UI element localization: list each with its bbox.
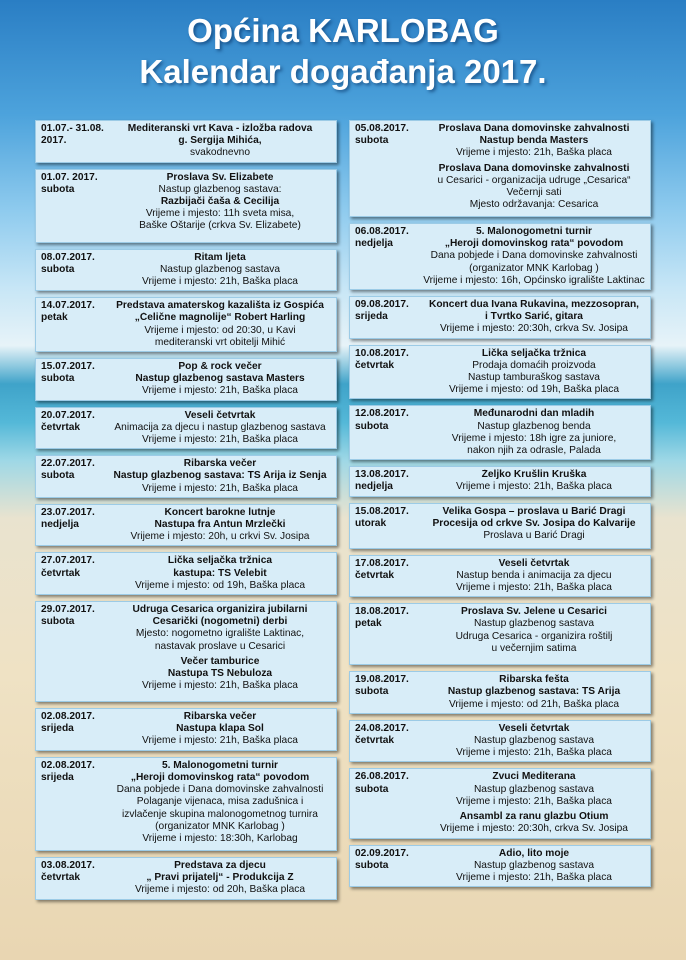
event-program [422,226,646,287]
event-date-block [36,298,108,351]
event-info-line: Proslava u Barić Dragi [483,530,585,542]
event-date: 08.07.2017. [41,251,95,263]
event-details [108,359,336,400]
event-title-line: Ribarska večer [183,458,257,470]
event-details [108,408,336,449]
event-title-line: Nastupa fra Antun Mrzlečki [154,519,286,531]
event-info-line: (organizator MNK Karlobag ) [469,262,599,274]
event-entry [35,552,337,595]
event-day: četvrtak [41,567,81,579]
event-info-line: Vrijeme i mjesto: 16h, Općinsko igralište Laktinac [423,274,645,286]
event-info-line: Vrijeme i mjesto: 21h, Baška placa [142,276,298,288]
event-details [108,298,336,351]
event-entry [349,503,651,549]
event-date: 22.07.2017. [41,458,95,470]
event-title-line: Predstava za djecu [174,859,266,871]
events-column-right [349,120,651,893]
event-program [108,656,332,693]
event-program [422,348,646,397]
title-calendar: Kalendar događanja 2017. [139,53,547,90]
event-day: subota [355,686,389,698]
event-details [108,602,336,701]
event-date: 02.09.2017. [355,847,409,859]
event-info-line: Vrijeme i mjesto: 20:30h, crkva Sv. Josipa [440,823,628,835]
event-title-line: Koncert barokne lutnje [164,506,276,518]
event-info-line: u Cesarici - organizacija udruge „Cesarica“ [437,174,631,186]
event-title-line: Lička seljačka tržnica [167,555,273,567]
event-date-block [36,602,108,701]
event-program [108,458,332,495]
event-info-line: (organizator MNK Karlobag ) [155,820,285,832]
event-details [108,758,336,850]
event-info-line: Vrijeme i mjesto: 21h, Baška placa [142,482,298,494]
event-details [108,858,336,899]
event-entry [349,345,651,400]
event-title-line: Veseli četvrtak [498,722,570,734]
event-day: srijeda [355,311,388,323]
event-date-block [36,858,108,899]
event-day: subota [41,373,75,385]
event-info-line: Vrijeme i mjesto: 21h, Baška placa [142,680,298,692]
event-title-line: Veseli četvrtak [184,409,256,421]
event-info-line: Polaganje vijenaca, misa zadušnica i [136,796,304,808]
event-title-line: Udruga Cesarica organizira jubilarni [132,604,308,616]
event-entry [349,120,651,217]
event-title-line: Zvuci Mediterana [492,771,576,783]
event-date-block [350,504,422,548]
event-date-block [350,846,422,887]
event-title-line: „Heroji domovinskog rata“ povodom [130,771,310,783]
event-date: 01.07.- 31.08. [41,123,104,134]
event-day: subota [41,470,75,482]
event-program [422,506,646,543]
event-entry [35,504,337,547]
event-info-line: Vrijeme i mjesto: 21h, Baška placa [456,582,612,594]
event-date-block [350,604,422,664]
event-date: 03.08.2017. [41,859,95,871]
event-entry [35,601,337,702]
event-day: subota [355,135,389,147]
event-program [108,604,332,653]
event-title-line: Nastup glazbenog sastava: TS Arija iz Senja [113,470,327,482]
event-entry [35,249,337,292]
event-details [422,297,650,338]
event-details [422,224,650,289]
event-day: četvrtak [41,871,81,883]
event-entry [35,407,337,450]
event-details [422,406,650,459]
event-title-line: Cesarički (nogometni) derbi [152,616,288,628]
event-info-line: Vrijeme i mjesto: 20h, u crkvi Sv. Josipa [130,531,310,543]
event-entry [35,708,337,751]
event-info-line: Vrijeme i mjesto: od 20h, Baška placa [134,884,306,896]
event-program [108,711,332,748]
event-date: 20.07.2017. [41,409,95,421]
event-info-line: Prodaja domaćih proizvoda [472,359,596,371]
event-date: 27.07.2017. [41,555,95,567]
event-info-line: Vrijeme i mjesto: 18:30h, Karlobag [142,832,298,844]
event-title-line: 5. Malonogometni turnir [475,226,593,237]
event-entry [349,845,651,888]
event-program [422,469,646,493]
event-details [422,604,650,664]
event-info-line: Nastup glazbenog sastava [159,263,281,275]
event-info-line: mediteranski vrt obitelji Mihić [154,336,286,348]
event-info-line: Dana pobjede i Dana domovinske zahvalnosti [116,784,324,796]
event-info-line: Nastup glazbenog sastava [473,783,595,795]
event-date-block [350,672,422,713]
event-date-block [350,721,422,762]
event-day: četvrtak [41,421,81,433]
event-date: 26.08.2017. [355,771,409,783]
event-date-block [36,553,108,594]
event-entry [349,768,651,838]
event-title-line: Željko Krušlin Kruška [481,469,587,481]
event-info-line: u večernjim satima [491,642,577,654]
event-date: 18.08.2017. [355,606,409,618]
event-program [422,299,646,336]
event-day: subota [41,263,75,275]
event-date: 09.08.2017. [355,299,409,311]
event-date-block [36,758,108,850]
event-info-line: Vrijeme i mjesto: 11h sveta misa, [145,208,295,220]
event-details [108,505,336,546]
event-title-line: Proslava Dana domovinske zahvalnosti [438,123,630,134]
event-day: nedjelja [355,238,393,250]
event-title-line: Ribarska večer [183,711,257,723]
event-details [422,846,650,887]
event-info-line: Večernji sati [506,187,562,199]
event-program [108,555,332,592]
event-title-line: Nastupa klapa Sol [176,723,264,735]
event-info-line: Vrijeme i mjesto: 21h, Baška placa [142,385,298,397]
event-date: 02.08.2017. [41,711,95,723]
event-program [422,674,646,711]
event-info-line: Vrijeme i mjesto: 21h, Baška placa [456,747,612,759]
events-column-left [35,120,337,906]
event-title-line: i Tvrtko Sarić, gitara [485,311,583,323]
event-entry [349,466,651,496]
event-date: 14.07.2017. [41,300,95,312]
event-title-line: Procesija od crkve Sv. Josipa do Kalvarije [432,517,636,529]
event-program [422,848,646,885]
event-entry [349,405,651,460]
event-day: četvrtak [355,735,395,747]
event-title-line: Mediteranski vrt Kava - izložba radova [127,123,313,134]
event-date-block [350,769,422,837]
event-info-line: Nastup glazbenog sastava: [158,183,282,195]
event-program [422,723,646,760]
event-program [108,123,332,160]
event-details [108,170,336,242]
event-program [422,163,646,212]
event-day: subota [41,616,75,628]
event-date-block [350,406,422,459]
event-title-line: 5. Malonogometni turnir [161,759,279,771]
event-date-block [350,224,422,289]
event-title-line: Veseli četvrtak [498,557,570,569]
event-day: subota [355,783,389,795]
event-date: 01.07. 2017. [41,171,98,183]
event-title-line: Ansambl za ranu glazbu Otium [459,811,609,823]
event-title-line: Nastup glazbenog sastava: TS Arija [447,686,621,698]
event-title-line: Koncert dua Ivana Rukavina, mezzosopran, [428,299,640,311]
event-day: srijeda [41,771,74,783]
event-day: nedjelja [41,519,79,531]
event-title-line: Međunarodni dan mladih [473,408,595,420]
event-date: 19.08.2017. [355,674,409,686]
event-date-block [36,359,108,400]
event-title-line: „Heroji domovinskog rata“ povodom [444,238,624,250]
event-entry [349,720,651,763]
event-day: nedjelja [355,481,393,493]
event-date: 23.07.2017. [41,506,95,518]
event-date: 02.08.2017. [41,759,95,771]
event-title-line: Večer tamburice [180,655,260,667]
event-info-line: Nastup tamburaškog sastava [468,372,600,384]
event-info-line: izvlačenje skupina malonogometnog turnira [122,808,318,820]
event-date-block [36,505,108,546]
event-entry [349,296,651,339]
event-info-line: Vrijeme i mjesto: 21h, Baška placa [456,481,612,493]
event-info-line: Baške Oštarije (crkva Sv. Elizabete) [139,220,301,232]
event-title-line: „Čelične magnolije“ Robert Harling [134,312,306,324]
event-info-line: nastavak proslave u Cesarici [154,640,286,652]
event-entry [35,120,337,163]
event-entry [35,297,337,352]
event-info-line: Animacija za djecu i nastup glazbenog sastava [114,421,326,433]
event-info-line: Mjesto: nogometno igralište Laktinac, [135,628,305,640]
event-day: subota [355,859,389,871]
event-title-line: Nastupa TS Nebuloza [167,668,273,680]
event-details [108,456,336,497]
event-entry [349,603,651,665]
event-date-block [350,297,422,338]
event-details [422,121,650,216]
event-day: petak [355,618,382,630]
event-entry [349,555,651,598]
event-date: 10.08.2017. [355,347,409,359]
event-info-line: Vrijeme i mjesto: 21h, Baška placa [456,871,612,883]
event-info-line: Nastup glazbenog benda [477,420,591,432]
event-date-block [36,170,108,242]
event-day: utorak [355,517,387,529]
event-title-line: Predstava amaterskog kazališta iz Gospića [116,300,324,312]
event-day: srijeda [41,723,74,735]
event-info-line: Nastup glazbenog sastava [473,618,595,630]
event-program [108,300,332,349]
event-info-line: Vrijeme i mjesto: 21h, Baška placa [456,147,612,159]
event-info-line: Vrijeme i mjesto: 20:30h, crkva Sv. Josipa [440,323,628,335]
event-date-block [36,709,108,750]
event-details [422,504,650,548]
event-details [422,467,650,495]
event-details [422,556,650,597]
event-program [422,408,646,457]
event-program [422,123,646,160]
event-date: 06.08.2017. [355,226,409,237]
event-day: 2017. [41,135,67,147]
event-title-line: kastupa: TS Velebit [173,567,267,579]
event-info-line: Udruga Cesarica - organizira roštilj [455,630,613,642]
title-municipality: Općina KARLOBAG [187,12,499,49]
event-title-line: Ribarska fešta [499,674,569,686]
event-date: 29.07.2017. [41,604,95,616]
event-date-block [350,556,422,597]
event-day: četvrtak [355,569,395,581]
event-program [108,507,332,544]
event-title-line: Adio, lito moje [498,847,570,859]
event-info-line: Vrijeme i mjesto: od 19h, Baška placa [448,384,620,396]
event-program [108,410,332,447]
event-info-line: Vrijeme i mjesto: 21h, Baška placa [142,434,298,446]
event-title-line: Razbijači čaša & Cecilija [160,196,280,208]
event-info-line: Vrijeme i mjesto: od 21h, Baška placa [448,698,620,710]
event-date: 13.08.2017. [355,469,409,481]
event-info-line: Nastup glazbenog sastava [473,735,595,747]
event-program [108,860,332,897]
event-date-block [350,121,422,216]
event-date: 17.08.2017. [355,557,409,569]
event-title-line: g. Sergija Mihića, [178,135,262,147]
event-program [108,760,332,845]
event-info-line: Vrijeme i mjesto: od 20:30, u Kavi [144,324,296,336]
event-date: 12.08.2017. [355,408,409,420]
event-program [422,771,646,808]
event-details [422,721,650,762]
event-title-line: Pop & rock večer [178,361,262,373]
event-details [422,346,650,399]
event-day: petak [41,312,68,324]
event-entry [35,857,337,900]
event-title-line: Lička seljačka tržnica [481,347,587,359]
event-program [422,811,646,835]
event-date-block [36,121,108,162]
event-title-line: Nastup benda Masters [479,135,589,147]
event-day: subota [355,420,389,432]
event-info-line: Mjesto održavanja: Cesarica [469,199,599,211]
event-day: četvrtak [355,359,395,371]
event-program [108,172,332,233]
event-entry [35,358,337,401]
event-date: 24.08.2017. [355,722,409,734]
event-date-block [36,456,108,497]
event-entry [349,671,651,714]
event-title-line: Nastup glazbenog sastava Masters [135,373,305,385]
event-info-line: Nastup benda i animacija za djecu [456,569,612,581]
event-details [108,709,336,750]
event-program [108,252,332,289]
event-date: 05.08.2017. [355,123,409,134]
event-date: 15.08.2017. [355,505,409,517]
event-details [108,553,336,594]
event-details [422,672,650,713]
event-title-line: Proslava Sv. Jelene u Cesarici [461,606,607,618]
event-entry [35,169,337,243]
event-date-block [36,250,108,291]
event-title-line: „ Pravi prijatelj“ - Produkcija Z [146,871,294,883]
event-title-line: Ritam ljeta [194,251,246,263]
event-title-line: Proslava Dana domovinske zahvalnosti [438,162,630,174]
event-date: 15.07.2017. [41,361,95,373]
event-info-line: Nastup glazbenog sastava [473,859,595,871]
event-date-block [350,346,422,399]
event-day: subota [41,183,75,195]
event-info-line: Vrijeme i mjesto: od 19h, Baška placa [134,579,306,591]
event-title-line: Proslava Sv. Elizabete [166,171,274,183]
event-info-line: nakon njih za odrasle, Palada [467,445,601,457]
poster-title [0,10,686,92]
event-info-line: Vrijeme i mjesto: 21h, Baška placa [456,795,612,807]
event-program [108,361,332,398]
event-date-block [350,467,422,495]
event-info-line: Vrijeme i mjesto: 21h, Baška placa [142,735,298,747]
event-date-block [36,408,108,449]
event-entry [35,455,337,498]
event-info-line: svakodnevno [189,147,251,159]
event-program [422,606,646,655]
event-details [108,250,336,291]
event-details [422,769,650,837]
event-info-line: Vrijeme i mjesto: 18h igre za juniore, [451,432,617,444]
event-title-line: Velika Gospa – proslava u Barić Dragi [442,505,626,517]
event-details [108,121,336,162]
event-info-line: Dana pobjede i Dana domovinske zahvalnosti [430,250,638,262]
event-entry [349,223,651,290]
event-entry [35,757,337,851]
event-program [422,558,646,595]
